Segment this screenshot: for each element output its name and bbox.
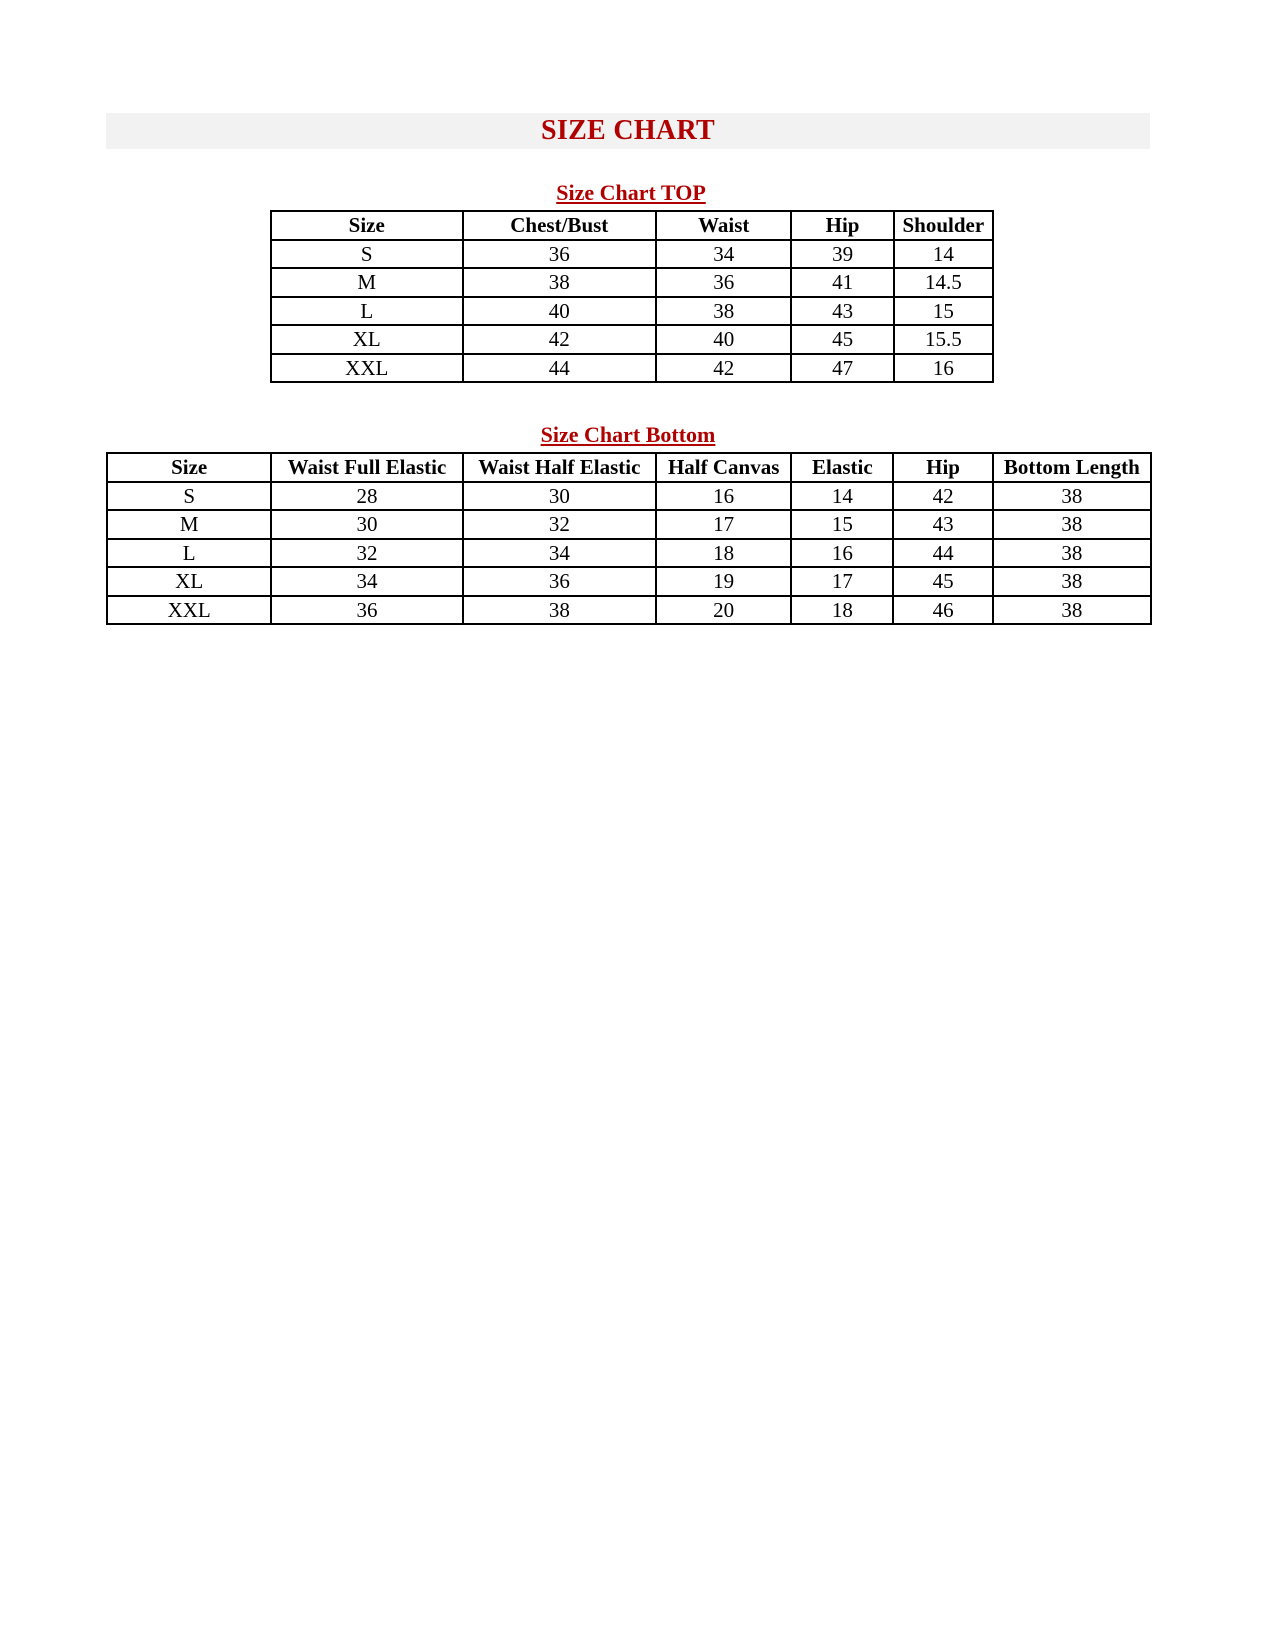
title-band (106, 113, 1150, 149)
table-cell: S (107, 482, 271, 511)
table-cell: 36 (463, 240, 657, 269)
table-cell: 34 (271, 567, 462, 596)
table-cell: 32 (463, 510, 656, 539)
header-size: Size (107, 453, 271, 482)
table-row (271, 240, 993, 269)
table-cell: 38 (656, 297, 791, 326)
header-size: Size (271, 211, 463, 240)
bottom-chart-title: Size Chart Bottom (540, 422, 716, 447)
table-cell: 18 (656, 539, 791, 568)
table-cell: 40 (656, 325, 791, 354)
table-cell: 38 (993, 567, 1151, 596)
table-cell: 28 (271, 482, 462, 511)
table-cell: XL (107, 567, 271, 596)
header-elastic: Elastic (791, 453, 893, 482)
table-cell: 38 (993, 510, 1151, 539)
table-row (271, 354, 993, 383)
table-cell: 44 (893, 539, 992, 568)
page-title: SIZE CHART (541, 115, 715, 146)
table-cell: 45 (893, 567, 992, 596)
top-chart-title: Size Chart TOP (556, 180, 706, 205)
header-bottom-length: Bottom Length (993, 453, 1151, 482)
table-cell: 45 (791, 325, 893, 354)
table-cell: 44 (463, 354, 657, 383)
table-cell: 39 (791, 240, 893, 269)
table-cell: 41 (791, 268, 893, 297)
header-hip: Hip (791, 211, 893, 240)
table-cell: 17 (791, 567, 893, 596)
table-cell: 16 (894, 354, 993, 383)
table-cell: 15.5 (894, 325, 993, 354)
header-chest-bust: Chest/Bust (463, 211, 657, 240)
table-row (107, 567, 1151, 596)
header-half-canvas: Half Canvas (656, 453, 791, 482)
table-cell: 14 (791, 482, 893, 511)
table-cell: 47 (791, 354, 893, 383)
table-cell: 19 (656, 567, 791, 596)
table-cell: 36 (271, 596, 462, 625)
table-cell: 15 (894, 297, 993, 326)
table-cell: 42 (463, 325, 657, 354)
table-cell: 18 (791, 596, 893, 625)
table-cell: 14 (894, 240, 993, 269)
table-cell: XXL (271, 354, 463, 383)
table-cell: 30 (271, 510, 462, 539)
table-cell: 30 (463, 482, 656, 511)
table-cell: L (107, 539, 271, 568)
table-cell: 34 (463, 539, 656, 568)
table-row (107, 539, 1151, 568)
table-cell: 43 (893, 510, 992, 539)
table-cell: 36 (656, 268, 791, 297)
table-cell: XXL (107, 596, 271, 625)
table-cell: 38 (463, 596, 656, 625)
header-hip: Hip (893, 453, 992, 482)
table-cell: 36 (463, 567, 656, 596)
table-cell: 32 (271, 539, 462, 568)
table-cell: S (271, 240, 463, 269)
table-cell: 38 (993, 482, 1151, 511)
table-cell: 16 (656, 482, 791, 511)
table-cell: 17 (656, 510, 791, 539)
table-header-row (271, 211, 993, 240)
table-cell: L (271, 297, 463, 326)
table-cell: 20 (656, 596, 791, 625)
header-waist-full-elastic: Waist Full Elastic (271, 453, 462, 482)
table-cell: 38 (993, 539, 1151, 568)
bottom-size-table (106, 452, 1152, 625)
table-cell: 15 (791, 510, 893, 539)
table-cell: 40 (463, 297, 657, 326)
table-row (107, 510, 1151, 539)
table-cell: 46 (893, 596, 992, 625)
header-shoulder: Shoulder (894, 211, 993, 240)
table-cell: M (271, 268, 463, 297)
table-header-row (107, 453, 1151, 482)
table-row (271, 325, 993, 354)
table-cell: 43 (791, 297, 893, 326)
table-cell: 38 (993, 596, 1151, 625)
header-waist-half-elastic: Waist Half Elastic (463, 453, 656, 482)
table-row (107, 482, 1151, 511)
table-cell: 42 (656, 354, 791, 383)
table-row (107, 596, 1151, 625)
header-waist: Waist (656, 211, 791, 240)
table-cell: M (107, 510, 271, 539)
top-size-table (270, 210, 994, 383)
table-row (271, 297, 993, 326)
table-cell: 34 (656, 240, 791, 269)
table-cell: XL (271, 325, 463, 354)
table-cell: 14.5 (894, 268, 993, 297)
table-cell: 42 (893, 482, 992, 511)
table-cell: 38 (463, 268, 657, 297)
table-cell: 16 (791, 539, 893, 568)
table-row (271, 268, 993, 297)
